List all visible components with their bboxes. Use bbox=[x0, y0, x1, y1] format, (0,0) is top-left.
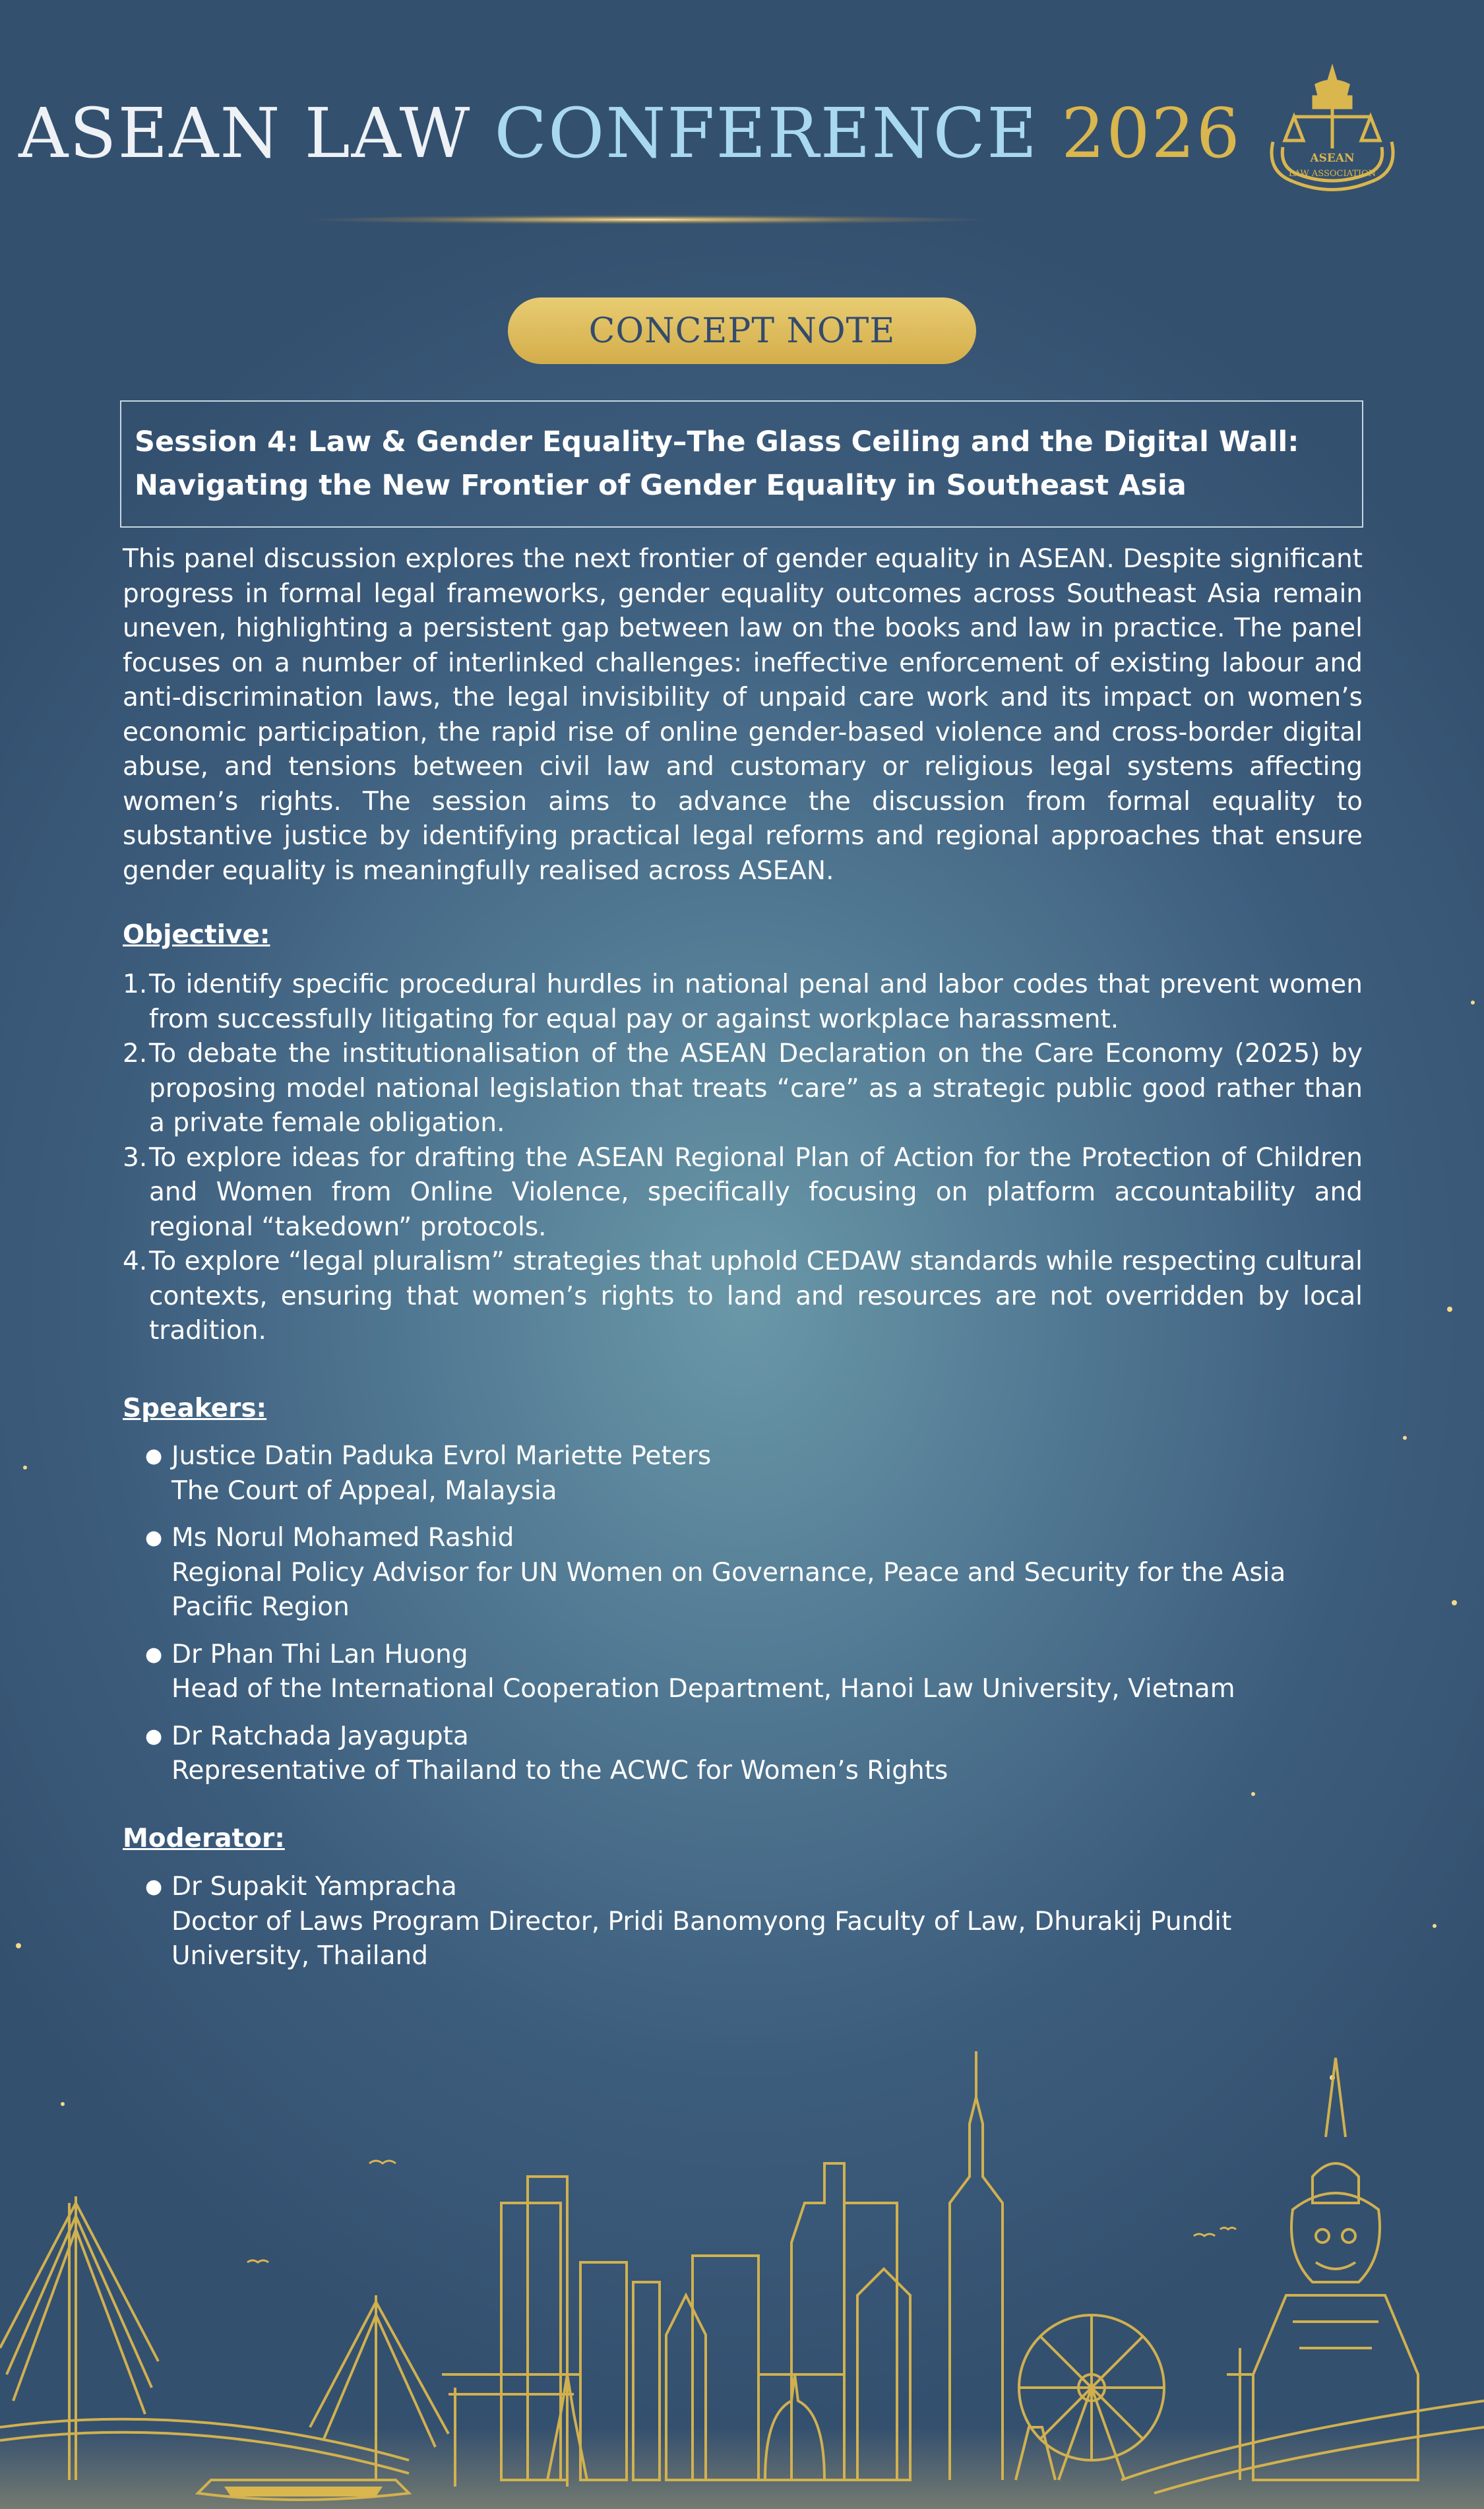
speaker-item bbox=[145, 1719, 1359, 1789]
svg-text:LAW ASSOCIATION: LAW ASSOCIATION bbox=[1288, 169, 1376, 179]
speaker-name: Ms Norul Mohamed Rashid bbox=[171, 1523, 514, 1553]
session-title-box bbox=[120, 400, 1363, 528]
speaker-name: Dr Ratchada Jayagupta bbox=[171, 1721, 469, 1751]
asean-skyline-illustration bbox=[0, 2005, 1484, 2509]
objective-text: To explore ideas for drafting the ASEAN Regional Plan of Action for the Protection of Children and Women from Online Violence, specifically focusing on platform accountability and regional “takedown” protocols. bbox=[149, 1142, 1363, 1242]
title-part-conference: CONFERENCE bbox=[494, 93, 1062, 173]
concept-note-badge: CONCEPT NOTE bbox=[508, 297, 976, 364]
objective-text: To identify specific procedural hurdles in national penal and labor codes that prevent women from successfully litigating for equal pay or against workplace harassment. bbox=[149, 970, 1363, 1034]
objective-number: 3. bbox=[123, 1142, 148, 1173]
objective-number: 4. bbox=[123, 1247, 148, 1276]
speaker-item bbox=[145, 1439, 1359, 1508]
speaker-item bbox=[145, 1521, 1359, 1625]
objective-item bbox=[123, 1037, 1363, 1141]
moderator-role: Doctor of Laws Program Director, Pridi Banomyong Faculty of Law, Dhurakij Pundit University, Thailand bbox=[171, 1906, 1232, 1971]
speaker-role: Head of the International Cooperation Department, Hanoi Law University, Vietnam bbox=[171, 1674, 1235, 1704]
objective-list bbox=[123, 968, 1363, 1349]
objective-heading: Objective: bbox=[123, 920, 270, 950]
svg-text:ASEAN: ASEAN bbox=[1310, 152, 1355, 165]
objective-item bbox=[123, 1245, 1363, 1349]
moderator-name: Dr Supakit Yampracha bbox=[171, 1872, 457, 1902]
objective-number: 1. bbox=[123, 970, 148, 999]
asean-law-association-logo bbox=[1253, 63, 1411, 204]
objective-text: To debate the institutionalisation of the ASEAN Declaration on the Care Economy (2025) by proposing model national legislation that treats “care” as a strategic public good rather than a private female obligation. bbox=[149, 1039, 1363, 1138]
objective-item bbox=[123, 968, 1363, 1037]
title-glow-line bbox=[171, 208, 1121, 232]
speaker-role: The Court of Appeal, Malaysia bbox=[171, 1475, 557, 1506]
title-part-ascan-law: ASEAN LAW bbox=[18, 93, 495, 173]
title-part-year: 2026 bbox=[1061, 93, 1241, 173]
speakers-heading: Speakers: bbox=[123, 1394, 267, 1423]
speaker-role: Representative of Thailand to the ACWC for Women’s Rights bbox=[171, 1756, 948, 1785]
objective-text: To explore “legal pluralism” strategies that uphold CEDAW standards while respecting cultural contexts, ensuring that women’s rights to land and resources are not overridden by local tradition. bbox=[149, 1247, 1363, 1346]
conference-title bbox=[0, 93, 1260, 173]
objective-item bbox=[123, 1141, 1363, 1245]
intro-paragraph: This panel discussion explores the next frontier of gender equality in ASEAN. Despite significant progress in formal legal frameworks, gender equality outcomes across Southeast Asia remain uneven, highlighting a persistent gap between law on the books and law in practice. The panel focuses on a number of interlinked challenges: ineffective enforcement of existing labour and anti-discrimination laws, the legal invisibility of unpaid care work and its impact on women’s economic participation, the rapid rise of online gender-based violence and cross-border digital abuse, and tensions between civil law and customary or religious legal systems affecting women’s rights. The session aims to advance the discussion from formal equality to substantive justice by identifying practical legal reforms and regional approaches that ensure gender equality is meaningfully realised across ASEAN. bbox=[123, 544, 1363, 886]
session-title-line-2: Navigating the New Frontier of Gender Equality in Southeast Asia bbox=[135, 469, 1187, 502]
moderator-list bbox=[145, 1870, 1359, 1987]
speaker-name: Justice Datin Paduka Evrol Mariette Peters bbox=[171, 1441, 712, 1471]
speaker-name: Dr Phan Thi Lan Huong bbox=[171, 1639, 468, 1669]
moderator-heading: Moderator: bbox=[123, 1824, 285, 1853]
moderator-item bbox=[145, 1870, 1359, 1974]
speakers-list bbox=[145, 1439, 1359, 1801]
objective-number: 2. bbox=[123, 1039, 148, 1069]
speaker-item bbox=[145, 1638, 1359, 1707]
session-title-line-1: Session 4: Law & Gender Equality–The Glass Ceiling and the Digital Wall: bbox=[135, 425, 1299, 458]
speaker-role: Regional Policy Advisor for UN Women on Governance, Peace and Security for the Asia Pacific Region bbox=[171, 1557, 1286, 1622]
